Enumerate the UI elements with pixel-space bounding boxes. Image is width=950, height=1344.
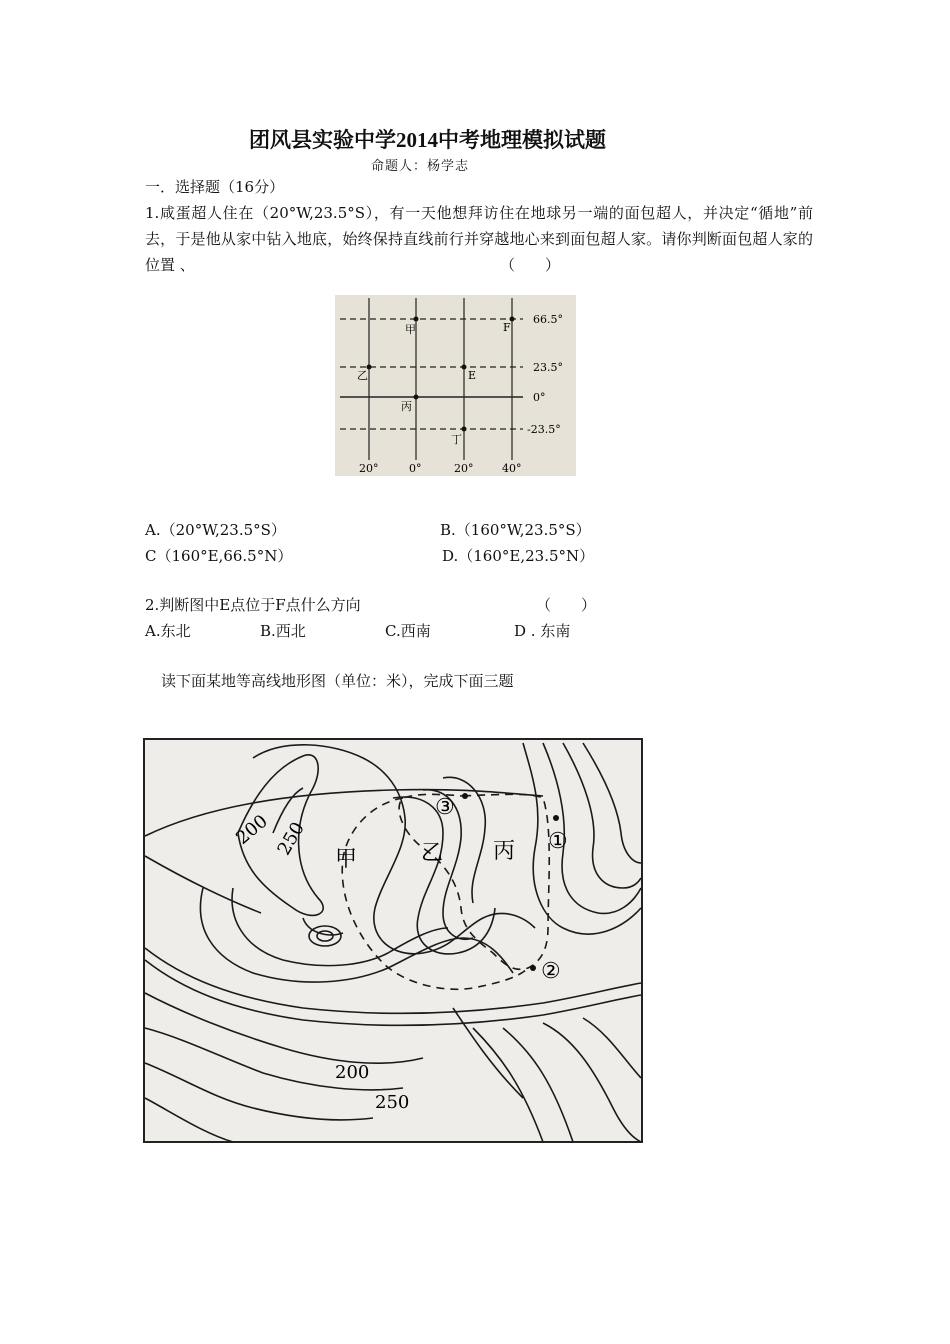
latlon-grid-svg [335,295,576,476]
lon-label-1: 20° [359,462,379,475]
lat-label-66: 66.5° [533,313,563,326]
question-2-text: 2.判断图中E点位于F点什么方向 [145,596,361,614]
page-title: 团风县实验中学2014中考地理模拟试题 [249,128,606,152]
marker-3: ③ [435,795,455,820]
point-label-bing: 丙 [401,400,412,413]
contour-map-figure [143,738,643,1143]
area-label-yi: 乙 [421,841,444,866]
lat-label-23n: 23.5° [533,361,563,374]
q1-option-b: B.（160°W,23.5°S） [440,521,591,539]
q2-option-c: C.西南 [385,622,431,640]
question-1-paren: （ ） [500,256,561,274]
contour-label-250-upper: 250 [273,818,309,859]
question-3-intro: 读下面某地等高线地形图（单位：米），完成下面三题 [161,672,514,690]
point-label-ding: 丁 [451,433,462,446]
q1-option-c: C（160°E,66.5°N） [145,547,293,565]
area-label-bing: 丙 [493,839,516,864]
point-label-yi: 乙 [357,369,368,382]
point-label-f: F [503,321,511,334]
point-label-e: E [468,369,477,382]
section-heading: 一．选择题（16分） [145,178,285,196]
lon-label-3: 20° [454,462,474,475]
latlon-grid-figure [335,295,576,476]
question-1-body: 1.咸蛋超人住在（20°W,23.5°S），有一天他想拜访住在地球另一端的面包超人，并决定“循地”前去，于是他从家中钻入地底，始终保持直线前行并穿越地心来到面包超人家。请你判断面包超人家的位置 、 [145,204,813,274]
lat-label-0: 0° [533,391,546,404]
question-2-paren: （ ） [536,596,597,614]
contour-label-200-upper: 200 [232,810,272,849]
marker-1: ① [548,829,568,854]
q2-option-b: B.西北 [260,622,306,640]
q1-option-d: D.（160°E,23.5°N） [442,547,595,565]
contour-label-250-lower: 250 [375,1092,410,1113]
contour-map-svg [143,738,643,1143]
contour-label-200-lower: 200 [335,1062,370,1083]
lat-label-23s: -23.5° [527,423,561,436]
q1-option-a: A.（20°W,23.5°S） [145,521,286,539]
q2-option-a: A.东北 [145,622,191,640]
q2-option-d: D . 东南 [514,622,571,640]
author-line: 命题人：杨学志 [370,159,469,174]
area-label-jia: 甲 [335,847,358,872]
lon-label-4: 40° [502,462,522,475]
question-1-text [145,200,813,278]
marker-2: ② [541,959,561,984]
point-label-jia: 甲 [405,323,416,336]
lon-label-2: 0° [409,462,422,475]
